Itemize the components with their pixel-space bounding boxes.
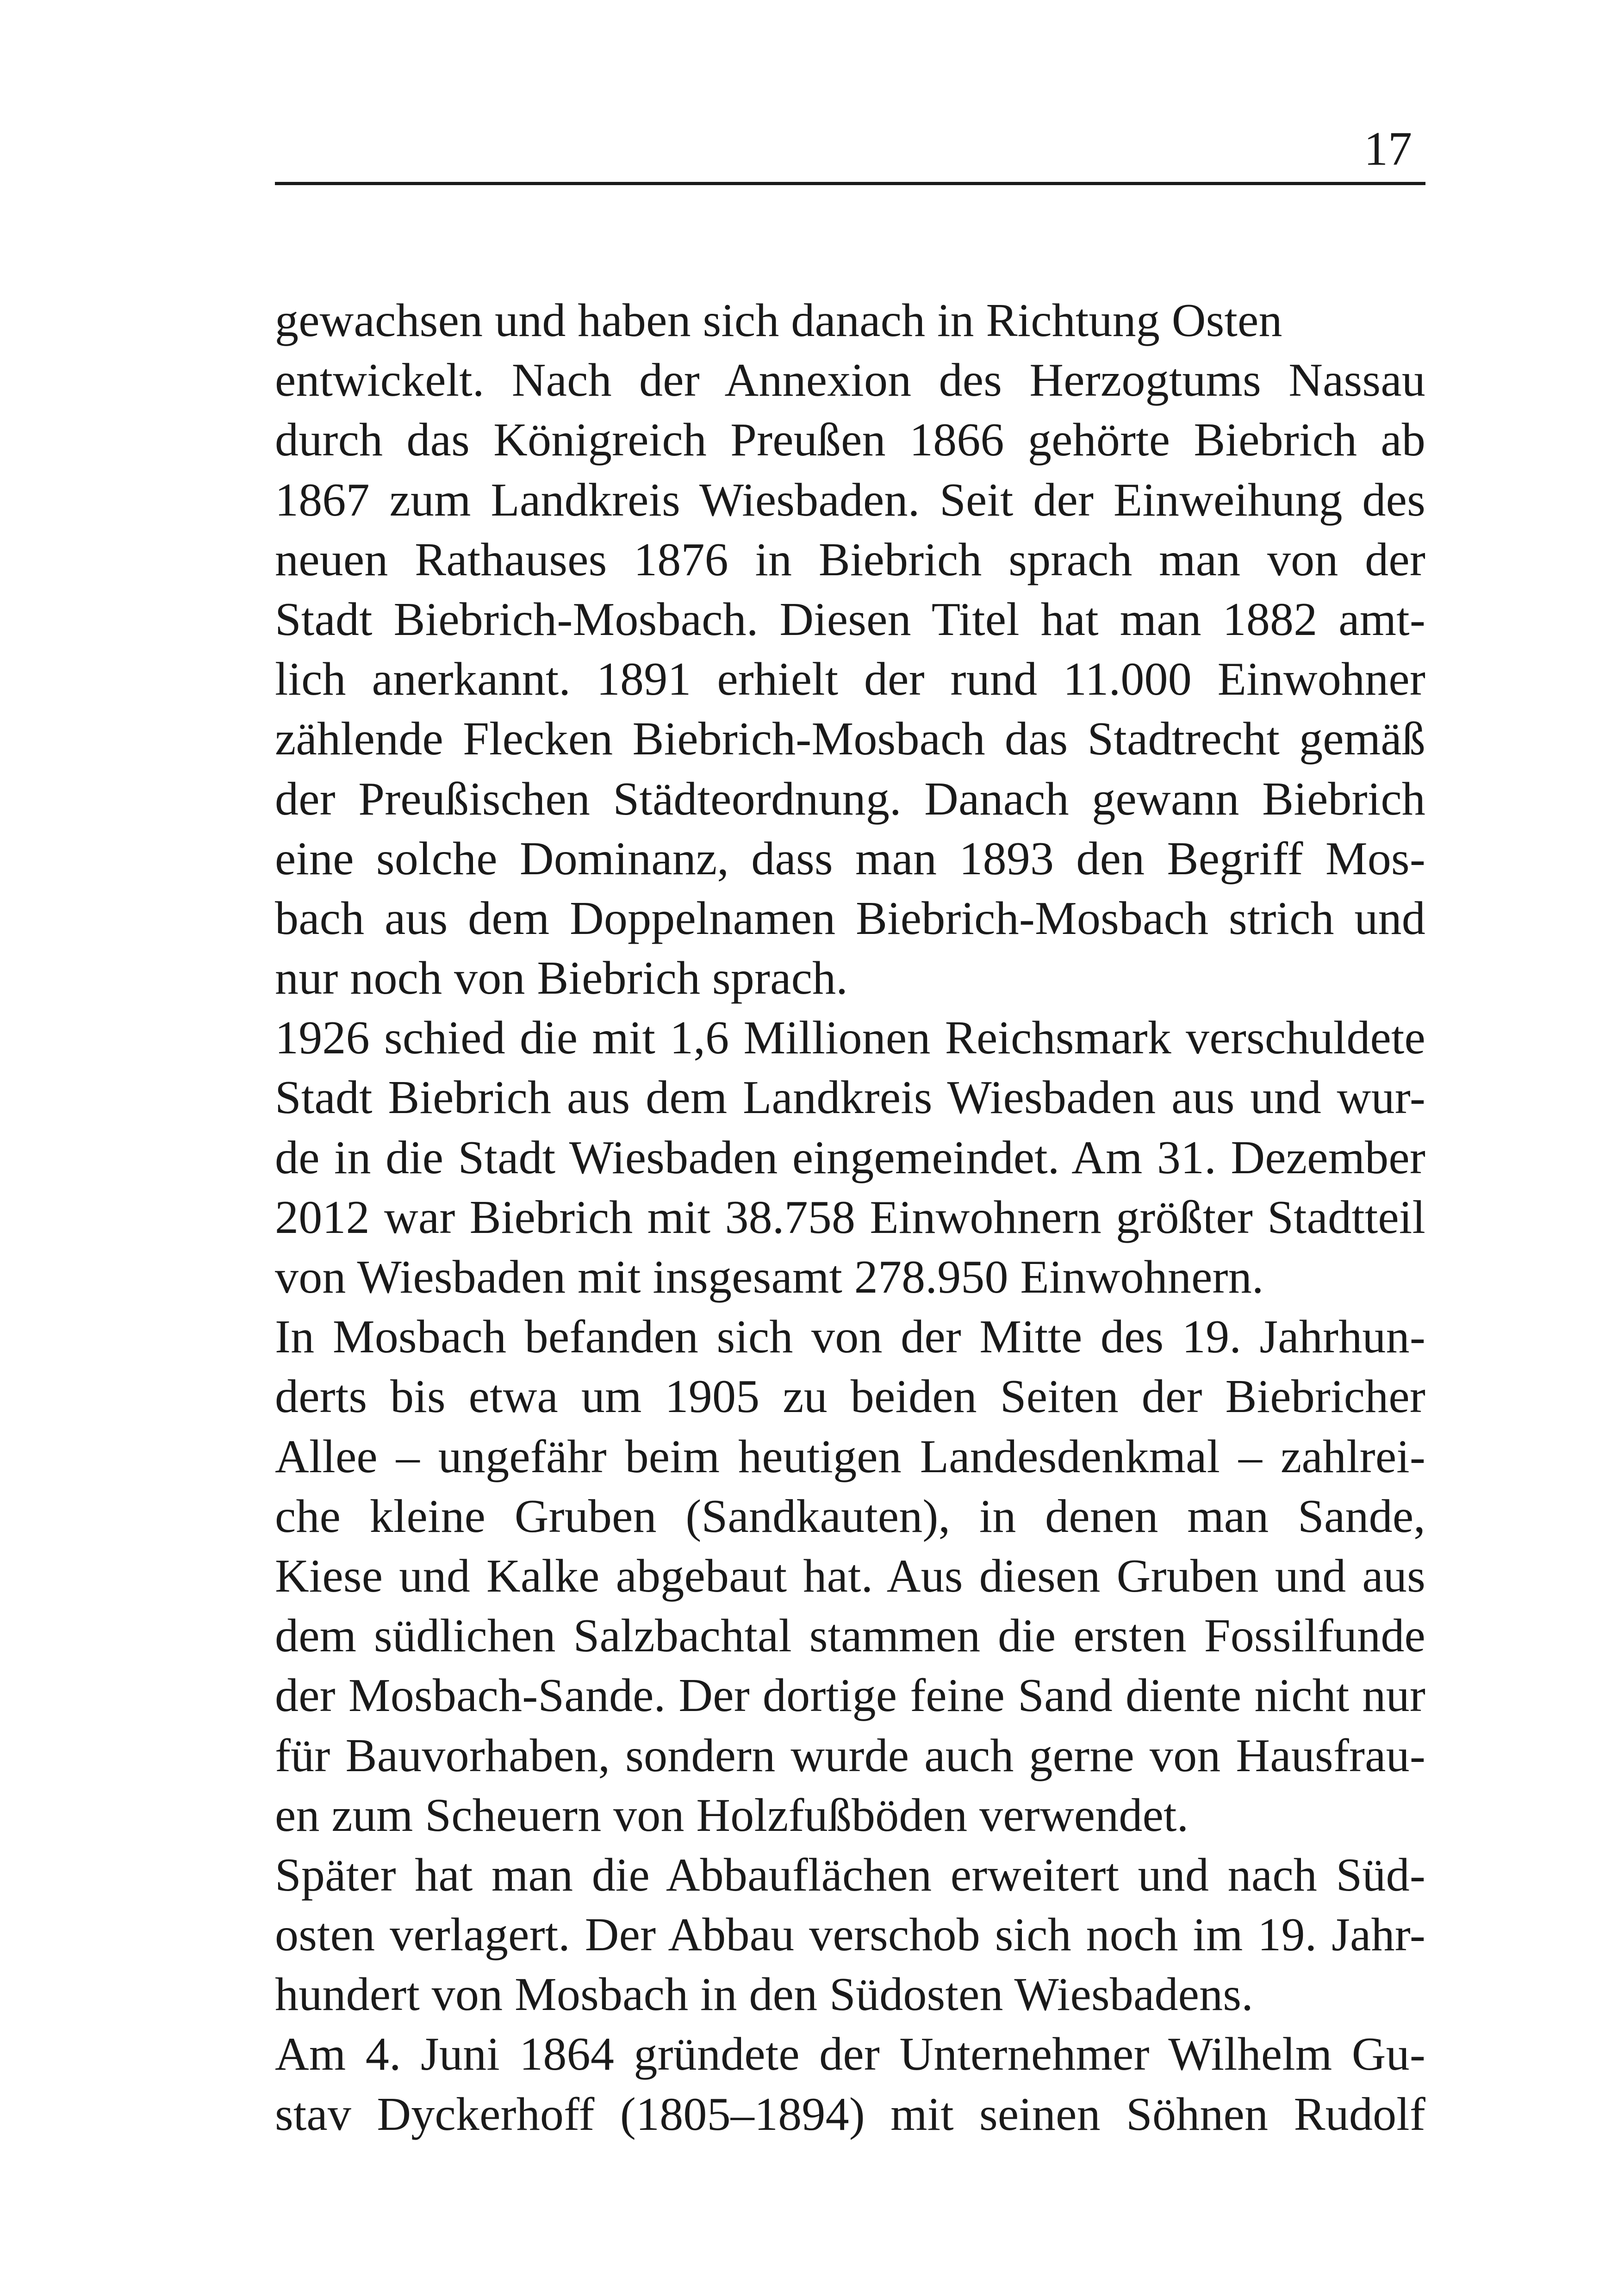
text-line: der Mosbach-Sande. Der dortige feine Sand diente nicht nur bbox=[275, 1669, 1425, 1722]
text-line: Kiese und Kalke abgebaut hat. Aus diesen Gruben und aus bbox=[275, 1549, 1425, 1602]
text-line: stav Dyckerhoff (1805–1894) mit seinen Söhnen Rudolf bbox=[275, 2088, 1425, 2140]
text-line: der Preußischen Städteordnung. Danach gewann Biebrich bbox=[275, 772, 1425, 825]
text-line: für Bauvorhaben, sondern wurde auch gerne von Hausfrau- bbox=[275, 1729, 1425, 1782]
text-line: hundert von Mosbach in den Südosten Wiesbadens. bbox=[275, 1968, 1253, 2021]
text-line: en zum Scheuern von Holzfußböden verwendet. bbox=[275, 1789, 1189, 1842]
text-line: osten verlagert. Der Abbau verschob sich noch im 19. Jahr- bbox=[275, 1909, 1425, 1961]
text-line: von Wiesbaden mit insgesamt 278.950 Einwohnern. bbox=[275, 1251, 1264, 1303]
text-line: dem südlichen Salzbachtal stammen die ersten Fossilfunde bbox=[275, 1610, 1425, 1662]
text-line: Später hat man die Abbauflächen erweitert und nach Süd- bbox=[275, 1848, 1425, 1901]
text-line: che kleine Gruben (Sandkauten), in denen man Sande, bbox=[275, 1490, 1425, 1543]
text-line: Stadt Biebrich aus dem Landkreis Wiesbaden aus und wur- bbox=[275, 1071, 1425, 1124]
text-line: In Mosbach befanden sich von der Mitte des 19. Jahrhun- bbox=[275, 1311, 1425, 1363]
body-text bbox=[275, 291, 1425, 2144]
text-line: eine solche Dominanz, dass man 1893 den Begriff Mos- bbox=[275, 832, 1425, 885]
text-line: Stadt Biebrich-Mosbach. Diesen Titel hat man 1882 amt- bbox=[275, 593, 1425, 646]
text-line: nur noch von Biebrich sprach. bbox=[275, 952, 848, 1005]
text-line: de in die Stadt Wiesbaden eingemeindet. Am 31. Dezember bbox=[275, 1131, 1425, 1184]
text-line: entwickelt. Nach der Annexion des Herzogtums Nassau bbox=[275, 354, 1425, 407]
text-line: 1926 schied die mit 1,6 Millionen Reichsmark verschuldete bbox=[275, 1012, 1425, 1064]
text-line: zählende Flecken Biebrich-Mosbach das Stadtrecht gemäß bbox=[275, 713, 1425, 765]
text-line: 1867 zum Landkreis Wiesbaden. Seit der Einweihung des bbox=[275, 473, 1425, 526]
text-line: durch das Königreich Preußen 1866 gehörte Biebrich ab bbox=[275, 414, 1425, 467]
text-line: gewachsen und haben sich danach in Richtung Osten bbox=[275, 294, 1282, 347]
text-line: lich anerkannt. 1891 erhielt der rund 11.000 Einwohner bbox=[275, 653, 1425, 706]
text-line: 2012 war Biebrich mit 38.758 Einwohnern größter Stadtteil bbox=[275, 1191, 1425, 1244]
text-line: derts bis etwa um 1905 zu beiden Seiten der Biebricher bbox=[275, 1370, 1425, 1423]
text-line: neuen Rathauses 1876 in Biebrich sprach man von der bbox=[275, 533, 1425, 586]
header-rule bbox=[275, 182, 1425, 185]
page-number: 17 bbox=[1364, 122, 1412, 175]
text-line: bach aus dem Doppelnamen Biebrich-Mosbach strich und bbox=[275, 892, 1425, 945]
text-line: Am 4. Juni 1864 gründete der Unternehmer Wilhelm Gu- bbox=[275, 2028, 1425, 2081]
text-line: Allee – ungefähr beim heutigen Landesdenkmal – zahlrei- bbox=[275, 1430, 1425, 1483]
